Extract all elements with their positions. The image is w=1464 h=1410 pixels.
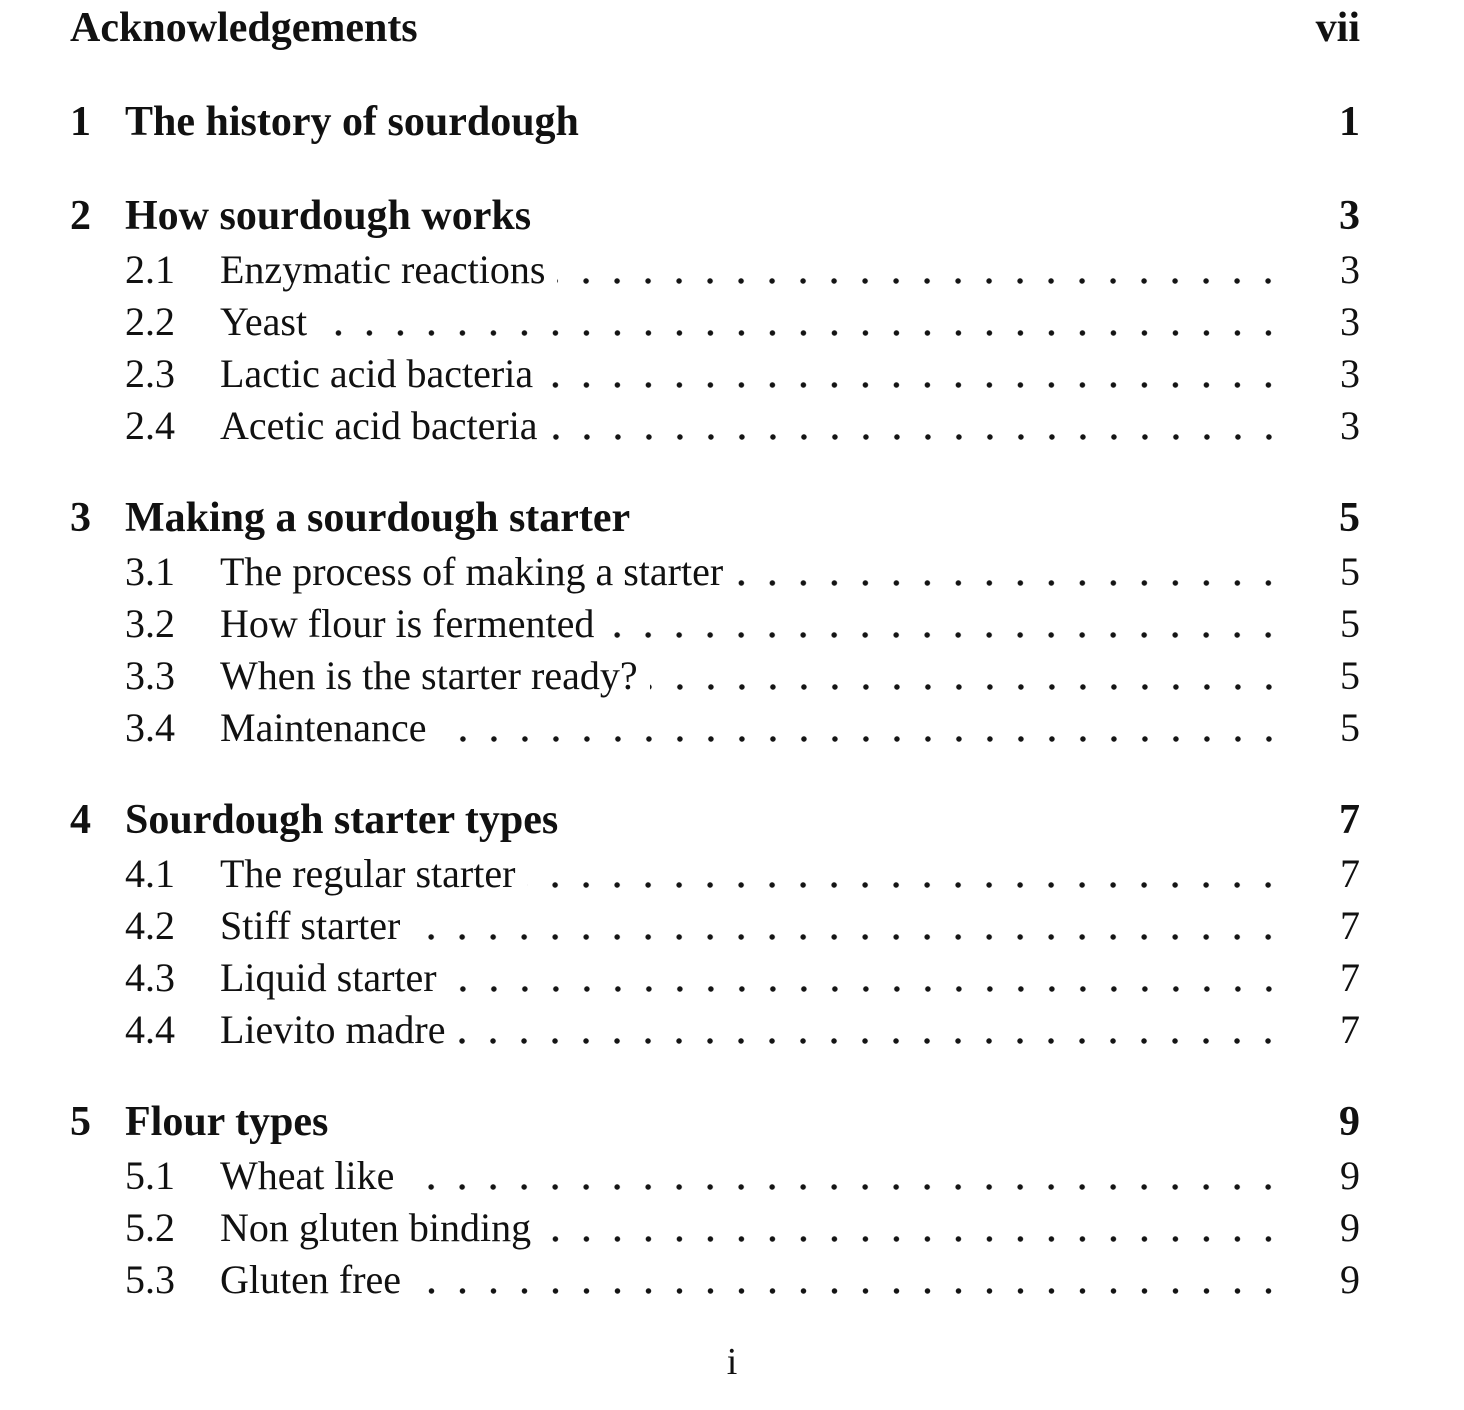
page-number: 7 — [1340, 1007, 1360, 1052]
dot-leader — [449, 952, 1286, 1004]
dot-leader — [550, 400, 1286, 452]
section-number: 3.1 — [125, 549, 175, 594]
section-title: Lactic acid bacteria — [220, 351, 534, 396]
chapter-title: How sourdough works — [125, 193, 532, 239]
toc-chapter-entry-4[interactable] — [70, 792, 1360, 848]
page-number: 9 — [1340, 1205, 1360, 1250]
toc-section-entry-3-2[interactable] — [70, 598, 1360, 650]
toc-chapter-entry-5[interactable] — [70, 1094, 1360, 1150]
toc-section-entry-3-3[interactable] — [70, 650, 1360, 702]
dot-leader — [650, 650, 1286, 702]
toc-section-entry-3-4[interactable] — [70, 702, 1360, 754]
toc-section-entry-4-1[interactable] — [70, 848, 1360, 900]
section-number: 3.3 — [125, 653, 175, 698]
section-number: 5.1 — [125, 1153, 175, 1198]
footer-page-number: i — [726, 1341, 738, 1383]
dot-leader — [413, 1254, 1286, 1306]
chapter-title: The history of sourdough — [125, 99, 579, 145]
chapter-title: Sourdough starter types — [125, 797, 559, 843]
section-title: Acetic acid bacteria — [220, 403, 538, 448]
section-number: 3.2 — [125, 601, 175, 646]
toc-section-entry-4-4[interactable] — [70, 1004, 1360, 1056]
section-title: The regular starter — [220, 851, 516, 896]
toc-entry-acknowledgements[interactable] — [70, 0, 1360, 56]
page-number: 5 — [1339, 495, 1360, 541]
chapter-title: Making a sourdough starter — [125, 495, 631, 541]
dot-leader — [557, 244, 1286, 296]
page-number: 5 — [1340, 653, 1360, 698]
section-number: 3.4 — [125, 705, 175, 750]
section-title: When is the starter ready? — [220, 653, 638, 698]
section-number: 4.2 — [125, 903, 175, 948]
section-title: How flour is fermented — [220, 601, 595, 646]
section-number: 2.1 — [125, 247, 175, 292]
toc-chapter-block-5 — [70, 1094, 1360, 1306]
toc-chapter-entry-1[interactable] — [70, 94, 1360, 150]
chapter-number: 2 — [70, 193, 91, 239]
dot-leader — [735, 546, 1286, 598]
page-number: 9 — [1340, 1153, 1360, 1198]
page-number: 1 — [1339, 99, 1360, 145]
page-number: 9 — [1340, 1257, 1360, 1302]
toc-section-entry-2-3[interactable] — [70, 348, 1360, 400]
section-title: Stiff starter — [220, 903, 401, 948]
page-number: 3 — [1340, 247, 1360, 292]
page-number: 3 — [1340, 299, 1360, 344]
page-number: 5 — [1340, 549, 1360, 594]
section-title: Wheat like — [220, 1153, 395, 1198]
section-number: 5.2 — [125, 1205, 175, 1250]
toc-section-entry-3-1[interactable] — [70, 546, 1360, 598]
chapter-number: 4 — [70, 797, 91, 843]
toc-chapter-block-1 — [70, 94, 1360, 150]
toc-chapter-entry-2[interactable] — [70, 188, 1360, 244]
page-number: 3 — [1339, 193, 1360, 239]
page-number: 5 — [1340, 601, 1360, 646]
section-number: 4.4 — [125, 1007, 175, 1052]
chapter-number: 1 — [70, 99, 91, 145]
toc-section-entry-2-1[interactable] — [70, 244, 1360, 296]
frontmatter-title: Acknowledgements — [70, 5, 418, 51]
section-number: 2.4 — [125, 403, 175, 448]
section-title: Lievito madre — [220, 1007, 446, 1052]
toc-section-entry-2-2[interactable] — [70, 296, 1360, 348]
dot-leader — [543, 1202, 1286, 1254]
toc-chapter-entry-3[interactable] — [70, 490, 1360, 546]
toc-chapter-block-3 — [70, 490, 1360, 754]
dot-leader — [606, 598, 1286, 650]
dot-leader — [319, 296, 1286, 348]
section-number: 4.1 — [125, 851, 175, 896]
page-number: 7 — [1340, 903, 1360, 948]
page-number: 3 — [1340, 351, 1360, 396]
toc-section-entry-4-3[interactable] — [70, 952, 1360, 1004]
section-number: 2.2 — [125, 299, 175, 344]
dot-leader — [457, 1004, 1286, 1056]
section-title: Liquid starter — [220, 955, 437, 1000]
toc-section-entry-5-2[interactable] — [70, 1202, 1360, 1254]
toc-section-entry-5-1[interactable] — [70, 1150, 1360, 1202]
toc-content — [70, 0, 1360, 1306]
section-title: Gluten free — [220, 1257, 402, 1302]
toc-section-entry-2-4[interactable] — [70, 400, 1360, 452]
chapter-title: Flour types — [125, 1099, 329, 1145]
section-title: Maintenance — [220, 705, 427, 750]
dot-leader — [527, 848, 1286, 900]
page-number: vii — [1315, 5, 1360, 51]
toc-section-entry-4-2[interactable] — [70, 900, 1360, 952]
section-title: Enzymatic reactions — [220, 247, 546, 292]
dot-leader — [545, 348, 1286, 400]
dot-leader — [412, 900, 1286, 952]
dot-leader — [406, 1150, 1286, 1202]
chapter-number: 3 — [70, 495, 91, 541]
toc-section-entry-5-3[interactable] — [70, 1254, 1360, 1306]
section-title: Non gluten binding — [220, 1205, 532, 1250]
section-number: 4.3 — [125, 955, 175, 1000]
section-number: 5.3 — [125, 1257, 175, 1302]
page-number: 7 — [1339, 797, 1360, 843]
page-number: 3 — [1340, 403, 1360, 448]
section-title: Yeast — [220, 299, 308, 344]
chapter-number: 5 — [70, 1099, 91, 1145]
page-number: 5 — [1340, 705, 1360, 750]
section-title: The process of making a starter — [220, 549, 724, 594]
toc-chapter-block-2 — [70, 188, 1360, 452]
toc-chapter-block-4 — [70, 792, 1360, 1056]
section-number: 2.3 — [125, 351, 175, 396]
page-number: 7 — [1340, 851, 1360, 896]
page-number: 9 — [1339, 1099, 1360, 1145]
page-number: 7 — [1340, 955, 1360, 1000]
dot-leader — [439, 702, 1286, 754]
